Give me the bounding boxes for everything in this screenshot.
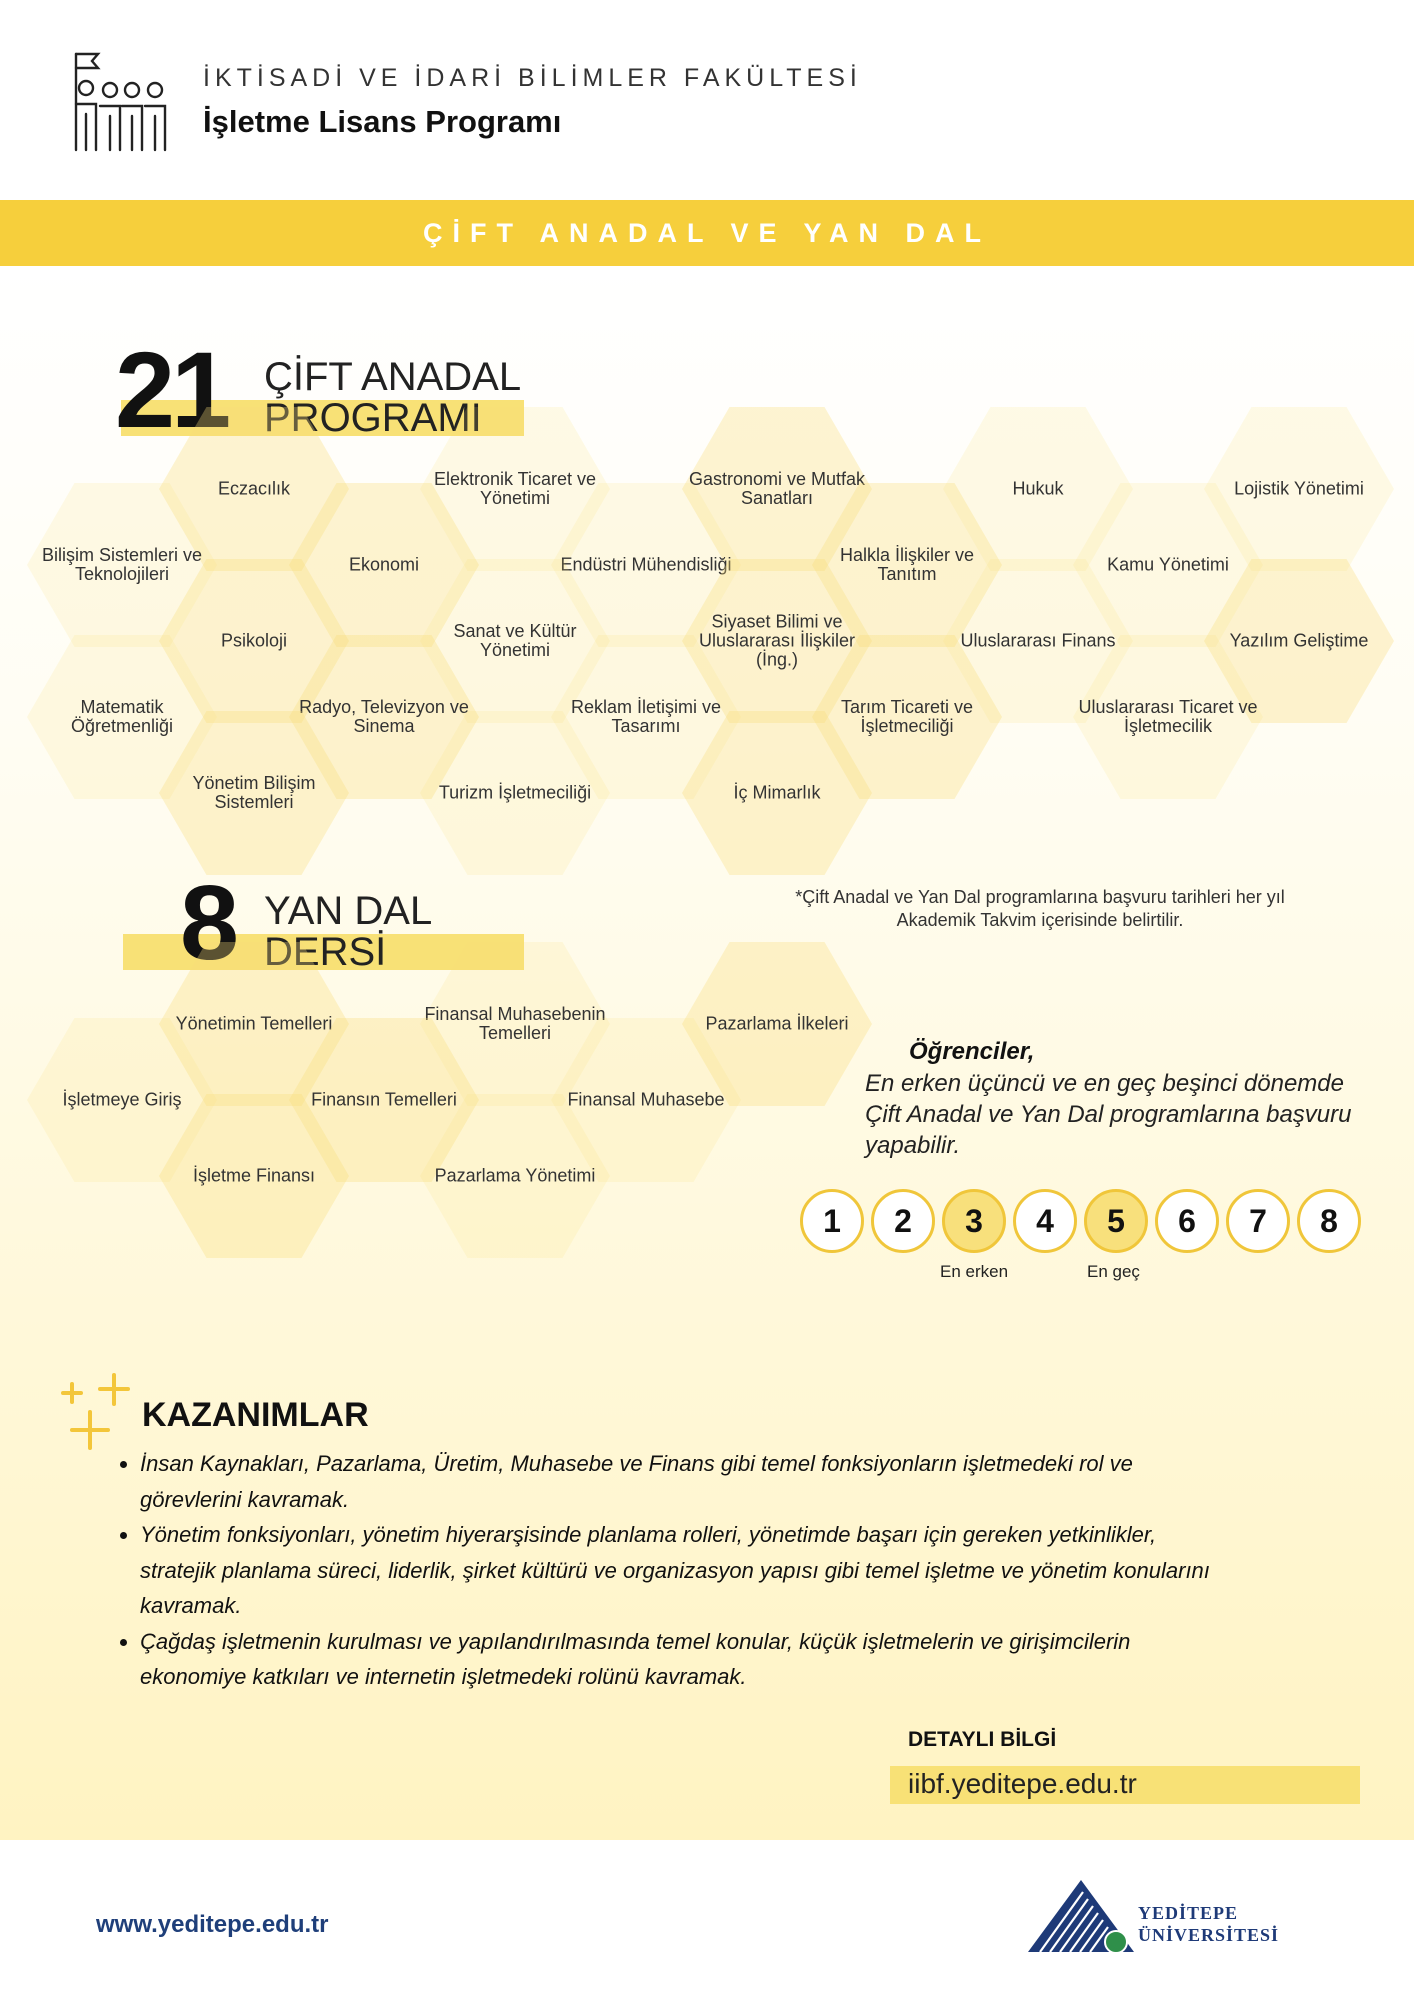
- double-major-item: Tarım Ticareti ve İşletmeciliği: [840, 697, 974, 736]
- double-major-label-line1: ÇİFT ANADAL: [264, 355, 522, 399]
- section-banner: [0, 200, 1414, 266]
- double-major-item: Ekonomi: [348, 554, 420, 575]
- double-major-item: Elektronik Ticaret ve Yönetimi: [433, 469, 597, 508]
- details-link[interactable]: iibf.yeditepe.edu.tr: [908, 1768, 1137, 1799]
- application-note: *Çift Anadal ve Yan Dal programlarına başvuru tarihleri her yıl Akademik Takvim içerisinde belirtilir.: [795, 887, 1285, 930]
- double-major-item: Bilişim Sistemleri ve Teknolojileri: [41, 545, 203, 584]
- double-major-item: Uluslararası Ticaret ve İşletmecilik: [1078, 697, 1258, 736]
- yeditepe-triangle-logo-icon: [1026, 1878, 1136, 1954]
- semester-circle: 1: [800, 1189, 864, 1253]
- faculty-title: İKTİSADİ VE İDARİ BİLİMLER FAKÜLTESİ: [203, 64, 862, 92]
- double-major-item: Siyaset Bilimi ve Uluslararası İlişkiler (İng.): [698, 611, 856, 670]
- double-major-item: Endüstri Mühendisliği: [560, 554, 732, 575]
- minor-item: Pazarlama İlkeleri: [705, 1013, 849, 1034]
- double-major-item: Lojistik Yönetimi: [1234, 478, 1364, 499]
- double-major-item: Radyo, Televizyon ve Sinema: [299, 697, 469, 736]
- double-major-item: Eczacılık: [217, 478, 291, 499]
- semester-circle: 6: [1155, 1189, 1219, 1253]
- students-text: En erken üçüncü ve en geç beşinci dönemde Çift Anadal ve Yan Dal programlarına başvuru yapabilir.: [865, 1070, 1352, 1159]
- minor-count: 8: [180, 864, 239, 982]
- double-major-label-line2: PROGRAMI: [264, 396, 482, 440]
- double-major-item: Psikoloji: [220, 630, 288, 651]
- list-item: • Yönetim fonksiyonları, yönetim hiyerarşisinde planlama rolleri, yönetimde başarı için gereken yetkinlikler, stratejik planlama süreci, liderlik, şirket kültürü ve organizasyon yapısı gibi temel işletme ve yönetim konularını kavramak.: [140, 1517, 1220, 1624]
- double-major-item: Halkla İlişkiler ve Tanıtım: [839, 545, 975, 584]
- people-with-flag-icon: [70, 50, 176, 156]
- latest-label: En geç: [1087, 1262, 1140, 1281]
- list-item: • Çağdaş işletmenin kurulması ve yapılandırılmasında temel konular, küçük işletmelerin ve girişimcilerin ekonomiye katkıları ve internetin işletmedeki rolünü kavramak.: [140, 1624, 1220, 1695]
- semester-circle: 5: [1084, 1189, 1148, 1253]
- double-major-item: Matematik Öğretmenliği: [70, 697, 174, 736]
- minor-item: İşletmeye Giriş: [62, 1089, 182, 1110]
- double-major-item: Yazılım Geliştime: [1229, 630, 1369, 651]
- double-major-item: İç Mimarlık: [733, 782, 821, 803]
- double-major-item: Kamu Yönetimi: [1107, 554, 1229, 575]
- minor-label-line2: DERSİ: [264, 930, 387, 974]
- double-major-item: Sanat ve Kültür Yönetimi: [453, 621, 577, 660]
- minor-item: İşletme Finansı: [192, 1165, 316, 1186]
- details-heading: DETAYLI BİLGİ: [908, 1728, 1057, 1751]
- kazanimlar-title: KAZANIMLAR: [142, 1396, 369, 1434]
- kazanimlar-list: [112, 1446, 1220, 1695]
- list-item: • İnsan Kaynakları, Pazarlama, Üretim, Muhasebe ve Finans gibi temel fonksiyonların işletmedeki rol ve görevlerini kavramak.: [140, 1446, 1220, 1517]
- minor-item: Finansal Muhasebenin Temelleri: [424, 1004, 606, 1043]
- minor-item: Finansın Temelleri: [311, 1089, 457, 1110]
- sparkle-plus-icon: [58, 1370, 144, 1452]
- minor-item: Yönetimin Temelleri: [175, 1013, 333, 1034]
- students-heading: Öğrenciler,: [909, 1038, 1035, 1065]
- program-title: İşletme Lisans Programı: [203, 104, 562, 139]
- university-name: [1138, 1902, 1279, 1946]
- semester-circle: 4: [1013, 1189, 1077, 1253]
- university-name-line1: YEDİTEPE: [1138, 1903, 1239, 1923]
- double-major-item: Hukuk: [1012, 478, 1064, 499]
- footer-website-link[interactable]: www.yeditepe.edu.tr: [96, 1911, 329, 1938]
- minor-item: Pazarlama Yönetimi: [434, 1165, 596, 1186]
- banner-title: ÇİFT ANADAL VE YAN DAL: [422, 218, 992, 248]
- university-name-line2: ÜNİVERSİTESİ: [1138, 1925, 1280, 1945]
- semester-circle: 8: [1297, 1189, 1361, 1253]
- double-major-item: Uluslararası Finans: [960, 630, 1116, 651]
- semester-circle: 3: [942, 1189, 1006, 1253]
- semester-circle: 2: [871, 1189, 935, 1253]
- double-major-count: 21: [115, 329, 228, 450]
- double-major-item: Yönetim Bilişim Sistemleri: [192, 773, 316, 812]
- double-major-item: Gastronomi ve Mutfak Sanatları: [688, 469, 866, 508]
- semester-circle: 7: [1226, 1189, 1290, 1253]
- minor-item: Finansal Muhasebe: [567, 1089, 725, 1110]
- minor-label-line1: YAN DAL: [264, 889, 433, 933]
- double-major-item: Reklam İletişimi ve Tasarımı: [570, 697, 722, 736]
- double-major-item: Turizm İşletmeciliği: [438, 782, 592, 803]
- earliest-label: En erken: [940, 1262, 1009, 1281]
